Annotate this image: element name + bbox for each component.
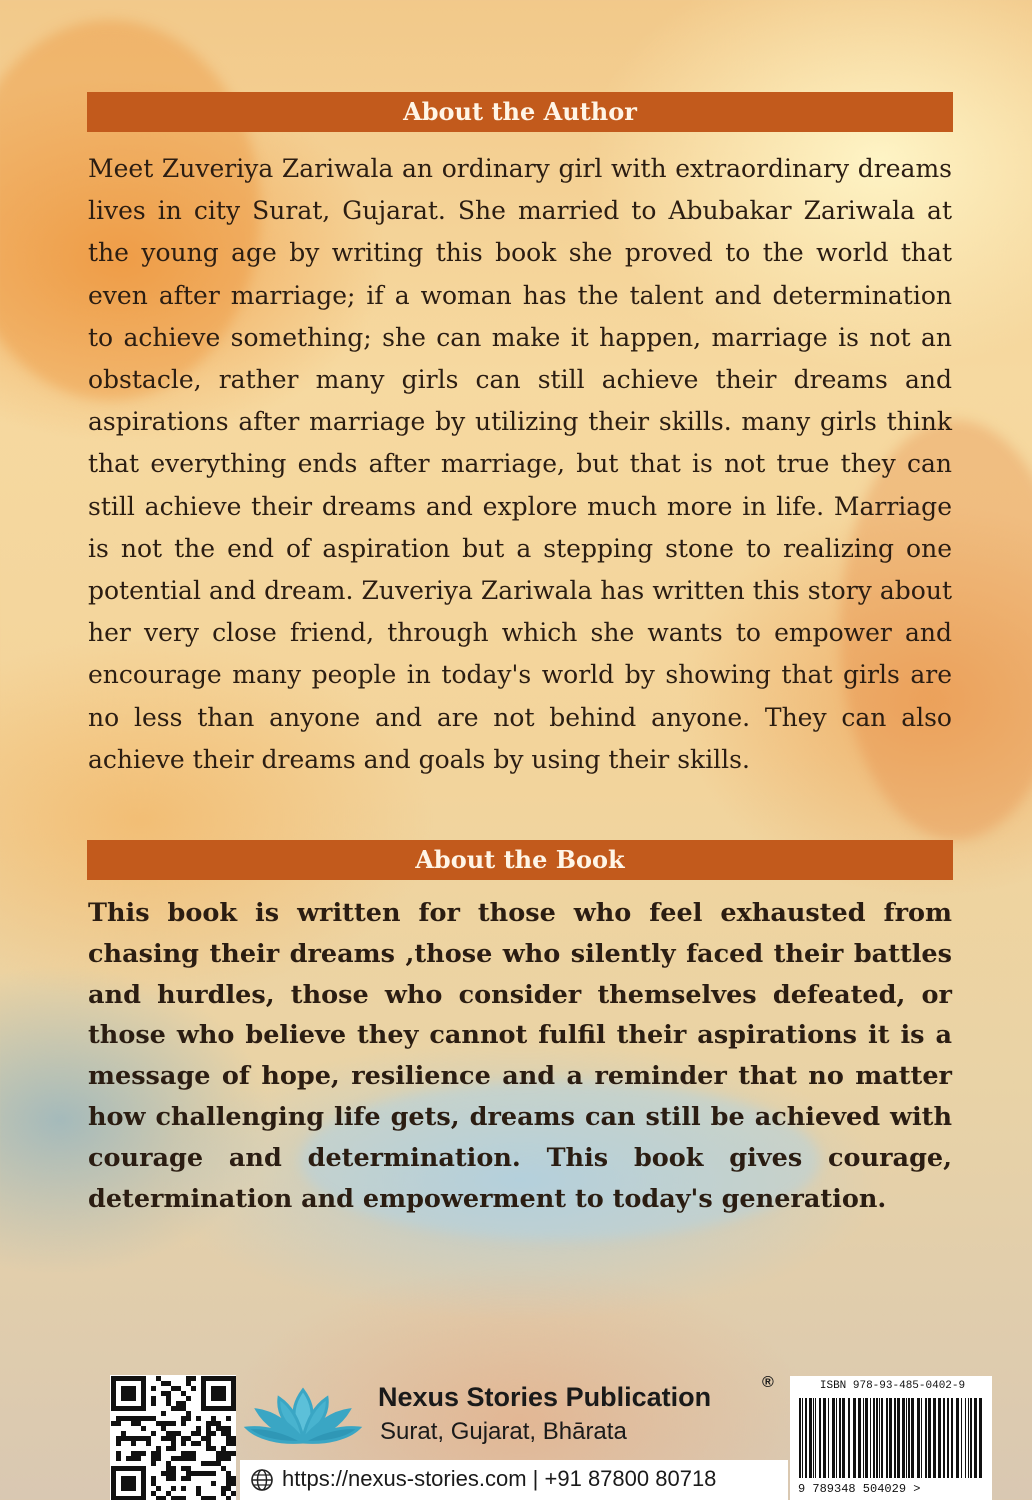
qr-code (110, 1375, 236, 1500)
lotus-logo-icon (243, 1382, 363, 1452)
barcode-digits: 9 789348 504029 > (798, 1482, 921, 1496)
globe-icon (250, 1468, 274, 1492)
registered-mark: ® (762, 1374, 774, 1391)
qr-code-graphic (110, 1375, 236, 1500)
contact-line (282, 1466, 716, 1492)
about-author-heading: About the Author (87, 92, 953, 132)
publisher-location: Surat, Gujarat, Bhārata (380, 1418, 627, 1445)
barcode (795, 1396, 987, 1482)
isbn-label: ISBN 978-93-485-0402-9 (819, 1380, 966, 1392)
website-link[interactable]: https://nexus-stories.com (282, 1466, 527, 1491)
separator: | (532, 1466, 539, 1491)
about-author-text: Meet Zuveriya Zariwala an ordinary girl with extraordinary dreams lives in city Surat, Gujarat. She married to Abubakar Zariwala at the young age by writing this book she proved to the world that even after marriage; if a woman has the talent and determination to achieve something; she can make it happen, marriage is not an obstacle, rather many girls can still achieve their dreams and aspirations after marriage by utilizing their skills. many girls think that everything ends after marriage, but that is not true they can still achieve their dreams and explore much more in life. Marriage is not the end of aspiration but a stepping stone to realizing one potential and dream. Zuveriya Zariwala has written this story about her very close friend, through which she wants to empower and encourage many people in today's world by showing that girls are no less than anyone and are not behind anyone. They can also achieve their dreams and goals by using their skills. (88, 154, 952, 774)
phone-number: +91 87800 80718 (544, 1466, 717, 1491)
publisher-name: Nexus Stories Publication (378, 1382, 712, 1412)
about-book-heading: About the Book (87, 840, 953, 880)
about-book-text: This book is written for those who feel exhausted from chasing their dreams ,those who silently faced their battles and hurdles, those who consider themselves defeated, or those who believe they cannot fulfil their aspirations it is a message of hope, resilience and a reminder that no matter how challenging life gets, dreams can still be achieved with courage and determination. This book gives courage, determination and empowerment to today's generation. (88, 898, 952, 1214)
